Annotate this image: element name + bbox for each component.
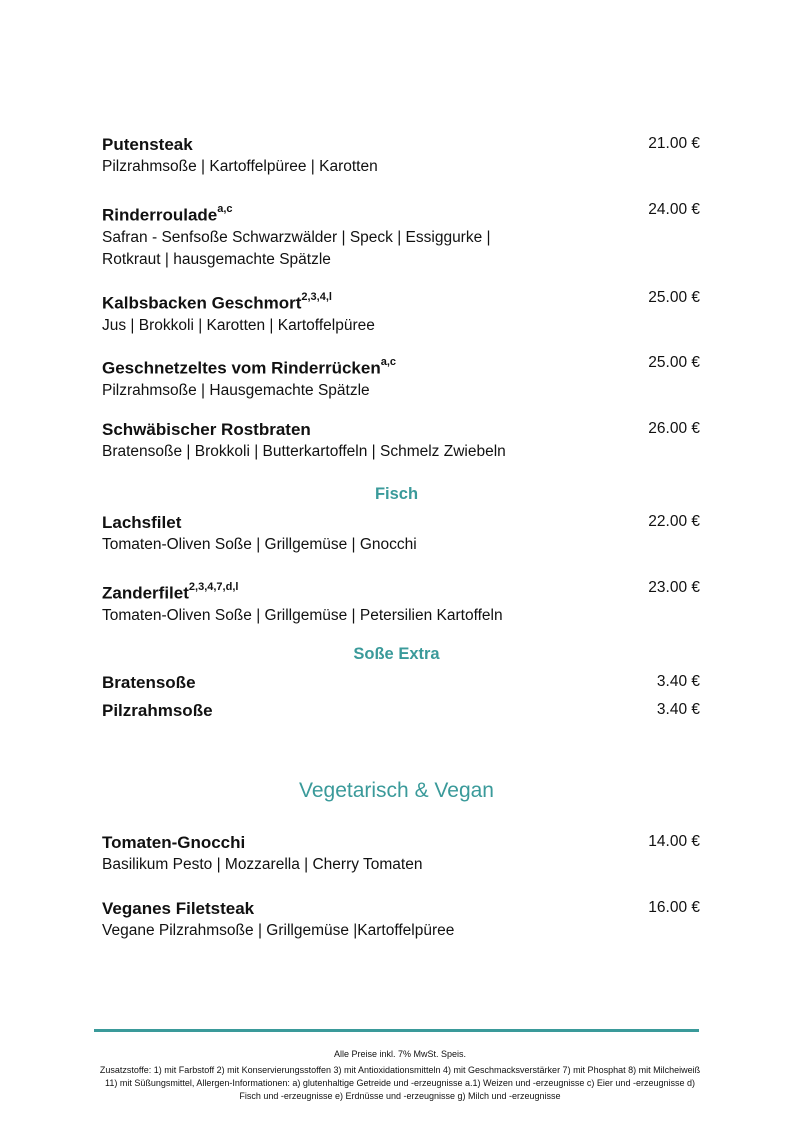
dish-name: Lachsfilet: [102, 513, 182, 532]
sauce-price: 3.40 €: [656, 673, 700, 690]
menu-item: [102, 512, 700, 556]
section-heading-vegetarian: Vegetarisch & Vegan: [299, 779, 494, 802]
dish-description: Tomaten-Oliven Soße | Grillgemüse | Petersilien Kartoffeln: [102, 606, 503, 624]
sauce-item: [102, 700, 700, 722]
dish-price: 26.00 €: [648, 420, 700, 437]
dish-name: Geschnetzeltes vom Rinderrücken$^{a,c}$: [102, 356, 397, 378]
dish-price: 24.00 €: [648, 201, 700, 218]
footer-additives: Zusatzstoffe: 1) mit Farbstoff 2) mit Konservierungsstoffen 3) mit Antioxidationsmitteln 4) mit Geschmacksverstärker 7) mit Phosphat 8) mit Milcheiweiß 11) mit Süßungsmittel, Allergen-Informationen: a) glutenhaltige Getreide und -erzeugnisse a.1) Weizen und -erzeugnisse c) Eier und -erzeugnisse d) Fisch und -erzeugnisse e) Erdnüsse und -erzeugnisse g) Milch und -erzeugnisse: [99, 1065, 701, 1101]
allergen-codes: 2,3,4,l: [301, 291, 332, 303]
dish-name: Rinderroulade$^{a,c}$: [102, 203, 233, 225]
footer-price-note: Alle Preise inkl. 7% MwSt. Speis.: [333, 1049, 467, 1059]
dish-name: Schwäbischer Rostbraten: [102, 420, 311, 439]
dish-name: Zanderfilet$^{2,3,4,7,d,l}$: [102, 581, 239, 603]
dish-price: 22.00 €: [648, 513, 700, 530]
dish-description: Bratensoße | Brokkoli | Butterkartoffeln | Schmelz Zwiebeln: [102, 443, 506, 460]
dish-price: 21.00 €: [648, 135, 700, 152]
menu-item: [102, 353, 700, 402]
allergen-codes: 2,3,4,7,d,l: [188, 581, 239, 593]
dish-price: 25.00 €: [648, 354, 700, 371]
dish-price: 25.00 €: [648, 289, 700, 306]
footer-divider: [94, 1029, 699, 1032]
dish-description: Safran - Senfsoße Schwarzwälder | Speck | Essiggurke | Rotkraut | hausgemachte Spätzle: [102, 228, 491, 268]
dish-description: Vegane Pilzrahmsoße | Grillgemüse |Kartoffelpüree: [102, 922, 455, 939]
sauce-price: 3.40 €: [656, 701, 700, 718]
menu-item: [102, 898, 700, 942]
menu-item: [102, 578, 700, 627]
section-heading-sauce: Soße Extra: [353, 645, 440, 663]
allergen-codes: a,c: [380, 356, 397, 368]
dish-name: Tomaten-Gnocchi: [102, 833, 246, 852]
dish-description: Tomaten-Oliven Soße | Grillgemüse | Gnocchi: [102, 536, 417, 553]
section-heading-fish: Fisch: [374, 485, 419, 503]
allergen-codes: a,c: [217, 203, 233, 215]
dish-description: Basilikum Pesto | Mozzarella | Cherry Tomaten: [102, 856, 423, 873]
dish-description: Jus | Brokkoli | Karotten | Kartoffelpüree: [102, 316, 375, 334]
menu-item: [102, 200, 700, 271]
sauce-name: Bratensoße: [102, 673, 196, 692]
menu-item: [102, 832, 700, 876]
sauce-item: [102, 672, 700, 694]
menu-item: [102, 288, 700, 337]
sauce-name: Pilzrahmsoße: [102, 701, 213, 720]
dish-name: Kalbsbacken Geschmort$^{2,3,4,l}$: [102, 291, 332, 313]
dish-price: 16.00 €: [648, 899, 700, 916]
menu-item: [102, 419, 700, 463]
dish-name: Putensteak: [102, 135, 193, 154]
dish-price: 14.00 €: [648, 833, 700, 850]
dish-description: Pilzrahmsoße | Kartoffelpüree | Karotten: [102, 158, 378, 175]
dish-name: Veganes Filetsteak: [102, 899, 255, 918]
dish-description: Pilzrahmsoße | Hausgemachte Spätzle: [102, 381, 370, 399]
dish-price: 23.00 €: [648, 579, 700, 596]
menu-item: [102, 134, 700, 178]
